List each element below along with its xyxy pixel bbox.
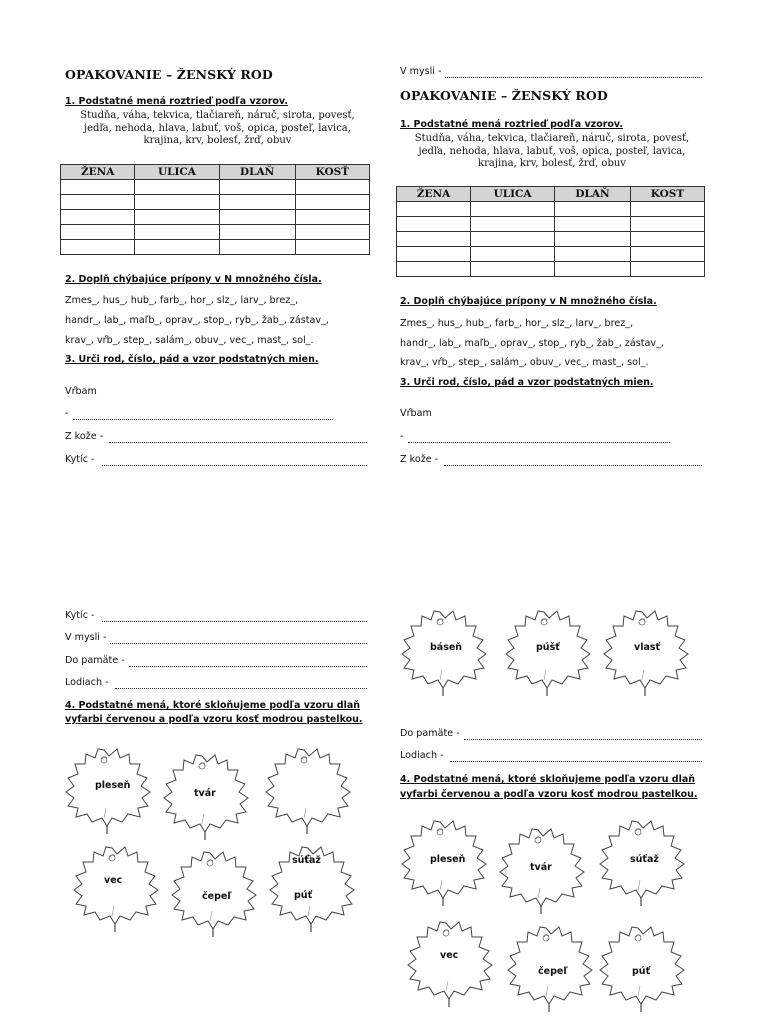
leaf-vec-left[interactable]	[70, 840, 162, 936]
leaf-tvar-right[interactable]	[496, 822, 588, 918]
table-row	[61, 240, 370, 255]
task2-line3-left: krav_, vŕb_, step_, salám_, obuv_, vec_, mast_, sol_.	[65, 335, 314, 346]
leaf-word: čepeľ	[202, 891, 232, 902]
leaf-icon	[404, 915, 496, 1011]
leaf-put-right[interactable]	[596, 920, 688, 1016]
leaf-word: tvár	[530, 862, 552, 873]
vrbam-label-left: Vŕbam	[65, 386, 97, 397]
task2-line2-right: handr_, lab_, maľb_, oprav_, stop_, ryb_, žab_, zástav_,	[400, 338, 664, 349]
column-header: DLAŇ	[555, 187, 631, 202]
leaf-word: pleseň	[95, 780, 131, 791]
answer-line: Lodiach -	[65, 677, 367, 691]
words-line: jedľa, nehoda, hlava, labuť, voš, opica, posteľ, lavica,	[84, 122, 351, 134]
leaf-word: súťaž	[292, 855, 321, 866]
table-row	[61, 210, 370, 225]
leaf-tvar-left[interactable]	[160, 748, 252, 844]
column-header: KOSŤ	[295, 165, 369, 180]
page-title-left: OPAKOVANIE – ŽENSKÝ ROD	[65, 67, 273, 82]
table-row	[397, 217, 705, 232]
table-row	[61, 225, 370, 240]
table-row	[397, 202, 705, 217]
answer-line: -	[65, 408, 365, 422]
leaf-cepel-left[interactable]	[168, 845, 260, 941]
leaf-word: báseň	[430, 642, 463, 653]
leaf-pust-right[interactable]	[502, 604, 594, 700]
column-header: KOST	[630, 187, 704, 202]
leaf-vlast-right[interactable]	[600, 604, 692, 700]
answer-line: Z kože -	[65, 431, 367, 445]
task1-heading-left: 1. Podstatné mená roztrieď podľa vzorov.	[65, 96, 288, 107]
task4-heading-left-1: 4. Podstatné mená, ktoré skloňujeme podľa vzoru dlaň	[65, 700, 360, 711]
column-header: ŽENA	[61, 165, 135, 180]
page-title-right: OPAKOVANIE – ŽENSKÝ ROD	[400, 88, 608, 103]
task4-heading-right-1: 4. Podstatné mená, ktoré skloňujeme podľa vzoru dlaň	[400, 774, 695, 785]
column-header: ŽENA	[397, 187, 471, 202]
words-line: Studňa, váha, tekvica, tlačiareň, náruč, sirota, povesť,	[80, 110, 355, 121]
answer-line: Do pamäte -	[65, 655, 367, 669]
table-row	[61, 180, 370, 195]
answer-line: V mysli -	[65, 632, 367, 646]
task2-line2-left: handr_, lab_, maľb_, oprav_, stop_, ryb_, žab_, zástav_,	[65, 315, 329, 326]
answer-line: Do pamäte -	[400, 728, 702, 742]
table-row	[397, 247, 705, 262]
leaf-vec-right[interactable]	[404, 915, 496, 1011]
leaf-sutaz-put-left[interactable]	[266, 840, 358, 936]
leaf-cepel-right[interactable]	[504, 920, 596, 1016]
task4-heading-left-2: vyfarbi červenou a podľa vzoru kosť modrou pastelkou.	[65, 714, 363, 725]
leaf-word: vec	[104, 875, 123, 886]
leaf-word: púť	[632, 966, 651, 977]
words-line: krajina, krv, bolesť, žrď, obuv	[143, 135, 292, 147]
answer-line: Lodiach -	[400, 750, 702, 764]
task1-words-right	[398, 133, 706, 171]
vrbam-label-right: Vŕbam	[400, 408, 432, 419]
answer-line: Kytíc -	[65, 454, 367, 468]
answer-line: V mysli -	[400, 66, 702, 80]
task3-heading-right: 3. Urči rod, číslo, pád a vzor podstatných mien.	[400, 377, 654, 388]
leaf-word: púšť	[536, 642, 560, 653]
task3-heading-left: 3. Urči rod, číslo, pád a vzor podstatných mien.	[65, 354, 319, 365]
table-row	[397, 232, 705, 247]
leaf-word: pleseň	[430, 854, 466, 865]
leaf-icon	[70, 840, 162, 936]
leaf-word: vec	[440, 950, 459, 961]
table-row	[397, 262, 705, 277]
words-line: krajina, krv, bolesť, žrď, obuv	[478, 158, 626, 170]
column-header: ULICA	[471, 187, 555, 202]
sort-table-right	[396, 186, 705, 277]
task2-line3-right: krav_, vŕb_, step_, salám_, obuv_, vec_, mast_, sol_.	[400, 357, 649, 368]
leaf-word: čepeľ	[538, 966, 568, 977]
task1-words-left	[65, 110, 370, 148]
task2-heading-left: 2. Doplň chýbajúce prípony v N množného čísla.	[65, 274, 322, 285]
leaf-word: súťaž	[630, 854, 659, 865]
leaf-plesen-right[interactable]	[398, 814, 490, 910]
leaf-basen-right[interactable]	[398, 604, 490, 700]
task2-line1-left: Zmes_, hus_, hub_, farb_, hor_, slz_, larv_, brez_,	[65, 295, 299, 306]
words-line: Studňa, váha, tekvica, tlačiareň, náruč, sirota, povesť,	[414, 133, 690, 144]
leaf-word: tvár	[194, 788, 216, 799]
column-header: DLAŇ	[219, 165, 295, 180]
answer-line: -	[400, 431, 670, 445]
task1-heading-right: 1. Podstatné mená roztrieď podľa vzorov.	[400, 119, 623, 130]
leaf-icon	[262, 742, 354, 838]
words-line: jedľa, nehoda, hlava, labuť, voš, opica, posteľ, lavica,	[418, 145, 686, 157]
answer-line: Z kože -	[400, 454, 702, 468]
leaf-plesen-left[interactable]	[62, 742, 154, 838]
task2-heading-right: 2. Doplň chýbajúce prípony v N množného čísla.	[400, 296, 657, 307]
task2-line1-right: Zmes_, hus_, hub_, farb_, hor_, slz_, larv_, brez_,	[400, 318, 634, 329]
task4-heading-right-2: vyfarbi červenou a podľa vzoru kosť modrou pastelkou.	[400, 789, 698, 800]
table-row	[61, 195, 370, 210]
leaf-empty-left[interactable]	[262, 742, 354, 838]
leaf-sutaz-right[interactable]	[596, 814, 688, 910]
leaf-word: púť	[294, 890, 313, 901]
leaf-word: vlasť	[634, 642, 661, 653]
column-header: ULICA	[135, 165, 219, 180]
answer-line: Kytíc -	[65, 610, 367, 624]
sort-table-left	[60, 164, 370, 255]
